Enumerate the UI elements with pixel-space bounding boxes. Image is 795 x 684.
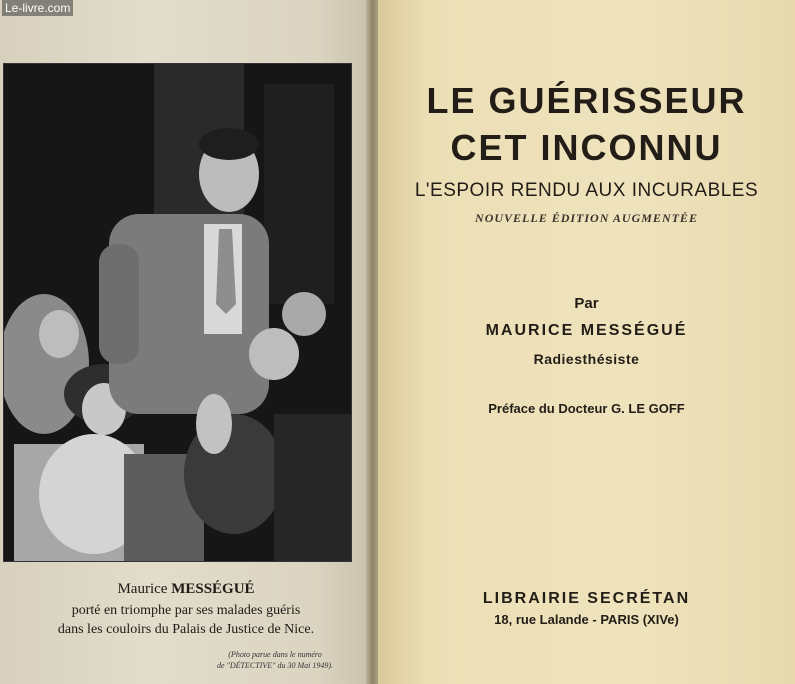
photo-credit-line1: (Photo parue dans le numéro (228, 650, 322, 659)
photo-caption-name (0, 581, 372, 598)
book-title-line1: LE GUÉRISSEUR (426, 80, 747, 121)
photo-caption-line2: porté en triomphe par ses malades guéris (71, 603, 301, 618)
book-title-line2: CET INCONNU (450, 127, 723, 168)
photo-credit-line2: de "DÉTECTIVE" du 30 Mai 1949). (216, 661, 334, 670)
by-label: Par (574, 295, 599, 312)
caption-first-name: Maurice (117, 581, 168, 597)
author-name: MAURICE MESSÉGUÉ (485, 322, 688, 339)
caption-surname: MESSÉGUÉ (171, 581, 255, 597)
preface-credit: Préface du Docteur G. LE GOFF (488, 401, 685, 416)
edition-note: NOUVELLE ÉDITION AUGMENTÉE (475, 211, 698, 225)
photo-caption-line3: dans les couloirs du Palais de Justice de Nice. (57, 622, 315, 637)
book-subtitle: L'ESPOIR RENDU AUX INCURABLES (414, 180, 759, 201)
frontispiece-photo (3, 63, 352, 562)
author-role: Radiesthésiste (533, 351, 640, 367)
site-watermark: Le-livre.com (2, 0, 73, 16)
photo-credit (185, 649, 365, 671)
publisher-name: LIBRAIRIE SECRÉTAN (482, 590, 691, 607)
publisher-address: 18, rue Lalande - PARIS (XIVe) (494, 612, 679, 627)
